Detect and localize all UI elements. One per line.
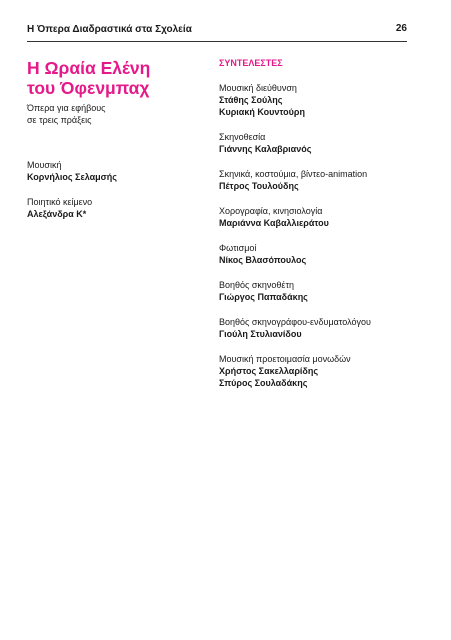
credit-block bbox=[219, 82, 429, 118]
credit-role: Ποιητικό κείμενο bbox=[27, 197, 93, 207]
credit-name: Μαριάννα Καβαλλιεράτου bbox=[219, 218, 329, 228]
work-title-line-1: Η Ωραία Ελένη bbox=[27, 58, 151, 78]
credit-block bbox=[219, 316, 429, 340]
credits-column bbox=[219, 57, 429, 402]
credit-role: Χορογραφία, κινησιολογία bbox=[219, 206, 323, 216]
work-title-line-2: του Όφενμπαχ bbox=[27, 78, 150, 98]
credit-name: Κορνήλιος Σελαμσής bbox=[27, 172, 117, 182]
credit-name: Στάθης Σούλης bbox=[219, 95, 283, 105]
credit-name: Γιάννης Καλαβριανός bbox=[219, 144, 312, 154]
credit-role: Μουσική bbox=[27, 160, 62, 170]
credit-role: Σκηνικά, κοστούμια, βίντεο-animation bbox=[219, 169, 368, 179]
credit-role: Μουσική προετοιμασία μονωδών bbox=[219, 354, 351, 364]
credit-name: Πέτρος Τουλούδης bbox=[219, 181, 299, 191]
credit-libretto bbox=[27, 196, 197, 220]
header-divider bbox=[27, 41, 407, 42]
credit-name: Σπύρος Σουλαδάκης bbox=[219, 378, 308, 388]
credit-name: Κυριακή Κουντούρη bbox=[219, 107, 305, 117]
work-subtitle bbox=[27, 102, 197, 126]
credit-role: Μουσική διεύθυνση bbox=[219, 83, 297, 93]
page-number: 26 bbox=[395, 23, 407, 34]
work-title bbox=[27, 58, 197, 98]
credit-block bbox=[219, 205, 429, 229]
credit-music bbox=[27, 159, 197, 183]
credit-name: Γιούλη Στυλιανίδου bbox=[219, 329, 302, 339]
credit-block bbox=[219, 168, 429, 192]
credit-role: Βοηθός σκηνογράφου-ενδυματολόγου bbox=[219, 317, 371, 327]
running-header-title: Η Όπερα Διαδραστικά στα Σχολεία bbox=[27, 24, 192, 35]
work-subtitle-line-1: Όπερα για εφήβους bbox=[27, 103, 106, 113]
credit-role: Φωτισμοί bbox=[219, 243, 257, 253]
credit-block bbox=[219, 279, 429, 303]
credit-role: Βοηθός σκηνοθέτη bbox=[219, 280, 295, 290]
work-subtitle-line-2: σε τρεις πράξεις bbox=[27, 115, 92, 125]
credits-list bbox=[219, 82, 429, 389]
work-info-column bbox=[27, 58, 197, 233]
credit-block bbox=[219, 242, 429, 266]
credit-block bbox=[219, 353, 429, 389]
credit-name: Γιώργος Παπαδάκης bbox=[219, 292, 308, 302]
credit-name: Αλεξάνδρα Κ* bbox=[27, 209, 87, 219]
credit-block bbox=[219, 131, 429, 155]
credit-name: Χρήστος Σακελλαρίδης bbox=[219, 366, 319, 376]
credit-role: Σκηνοθεσία bbox=[219, 132, 266, 142]
credits-heading: ΣΥΝΤΕΛΕΣΤΕΣ bbox=[219, 58, 283, 68]
credit-name: Νίκος Βλασόπουλος bbox=[219, 255, 307, 265]
